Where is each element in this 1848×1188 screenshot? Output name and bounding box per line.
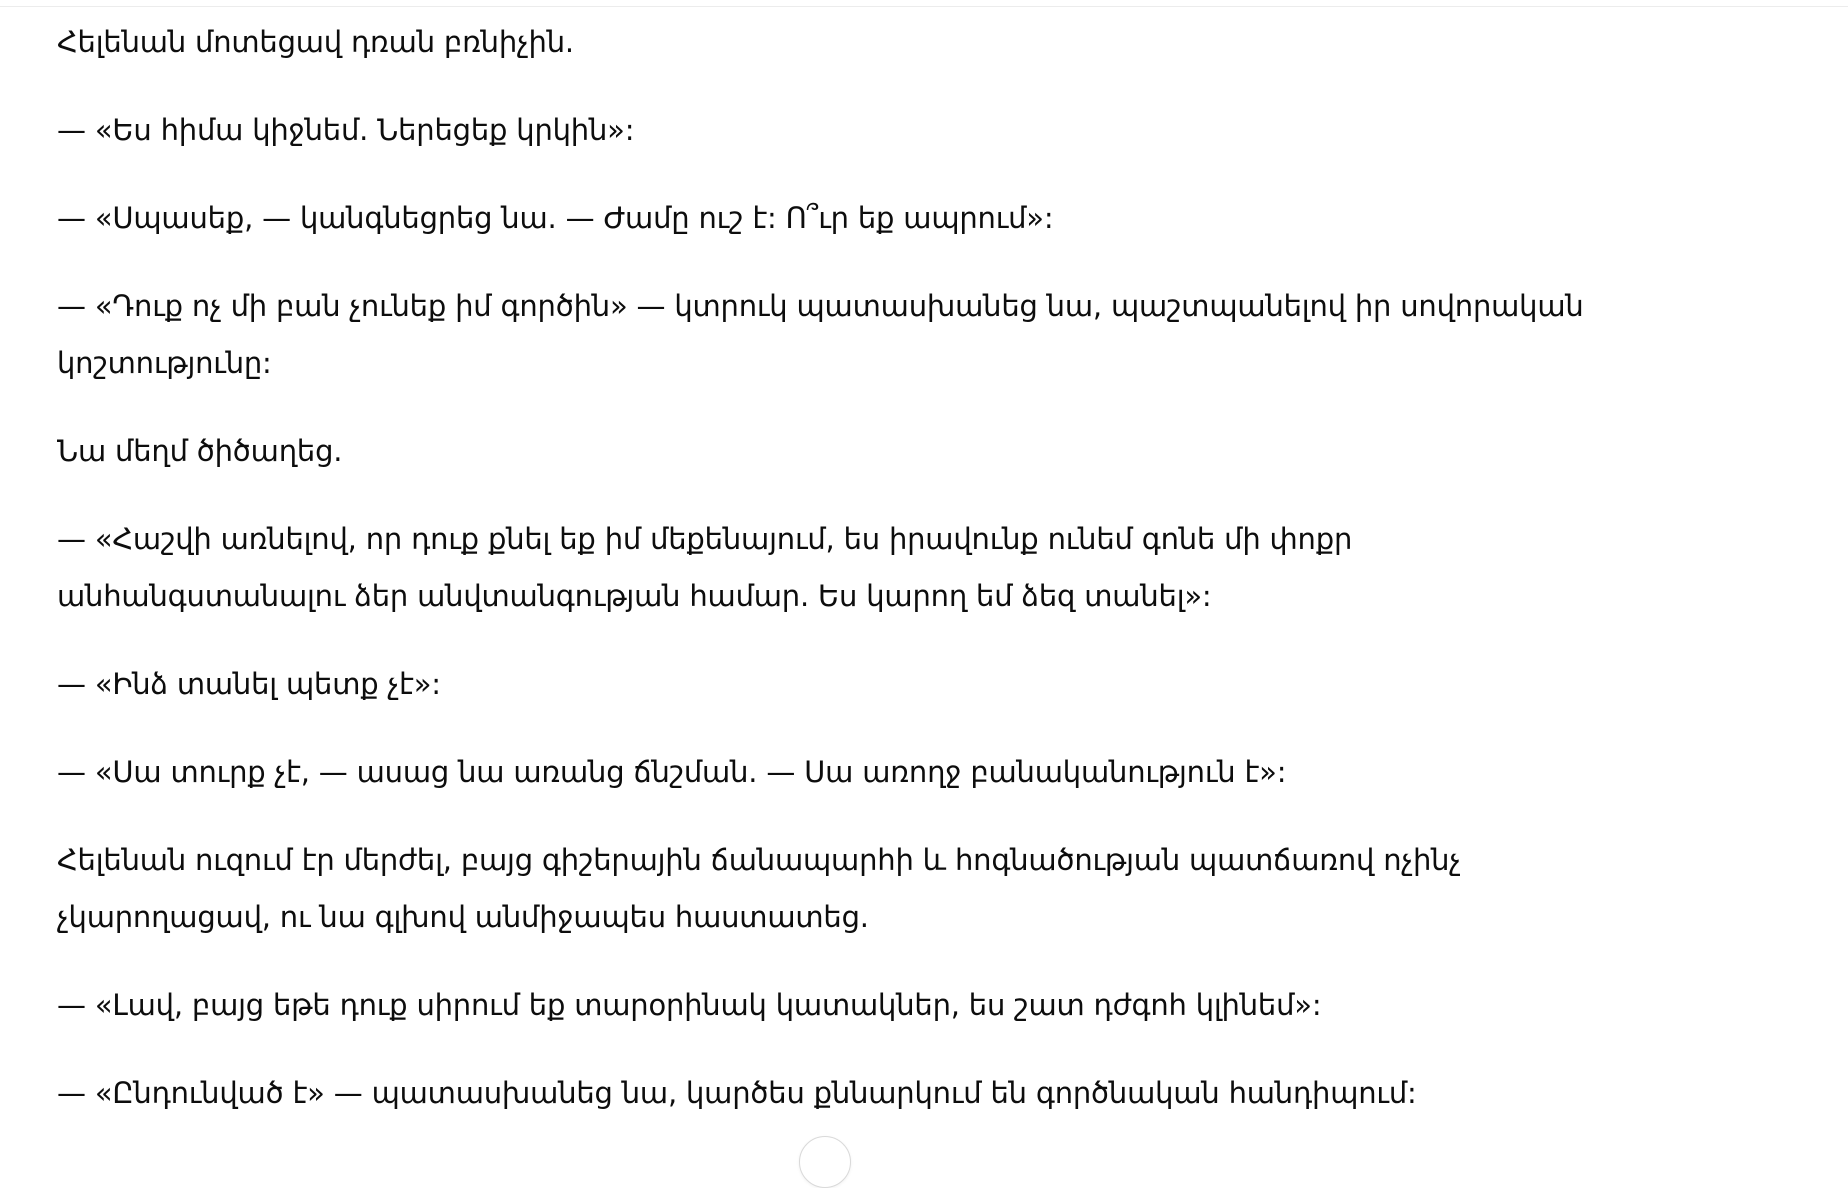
paragraph: — «Սպասեք, — կանգնեցրեց նա. — Ժամը ուշ է: Ո՞ւր եք ապրում»: [57, 201, 1054, 235]
top-divider [0, 0, 1848, 7]
paragraph: Հելենան ուզում էր մերժել, բայց գիշերային ճանապարհի և հոգնածության պատճառով ոչինչ չկարողացավ, ու նա գլխով անմիջապես հաստատեց. [57, 843, 1461, 934]
paragraph: — «Ընդունված է» — պատասխանեց նա, կարծես քննարկում են գործնական հանդիպում: [57, 1076, 1417, 1110]
paragraph: — «Դուք ոչ մի բան չունեք իմ գործին» — կտրուկ պատասխանեց նա, պաշտպանելով իր սովորական կոշտությունը: [57, 289, 1584, 380]
paragraph: — «Ինձ տանել պետք չէ»: [57, 667, 441, 701]
scroll-down-button[interactable] [799, 1136, 851, 1188]
story-text [57, 14, 1617, 1153]
paragraph: Նա մեղմ ծիծաղեց. [57, 434, 343, 468]
paragraph: — «Հաշվի առնելով, որ դուք քնել եք իմ մեքենայում, ես իրավունք ունեմ գոնե մի փոքր անհանգստանալու ձեր անվտանգության համար. Ես կարող եմ ձեզ տանել»: [57, 522, 1353, 613]
paragraph: Հելենան մոտեցավ դռան բռնիչին. [57, 25, 574, 59]
paragraph: — «Լավ, բայց եթե դուք սիրում եք տարօրինակ կատակներ, ես շատ դժգոհ կլինեմ»: [57, 988, 1322, 1022]
paragraph: — «Ես հիմա կիջնեմ. Ներեցեք կրկին»: [57, 113, 635, 147]
paragraph: — «Սա տուրք չէ, — ասաց նա առանց ճնշման. — Սա առողջ բանականություն է»: [57, 755, 1287, 789]
